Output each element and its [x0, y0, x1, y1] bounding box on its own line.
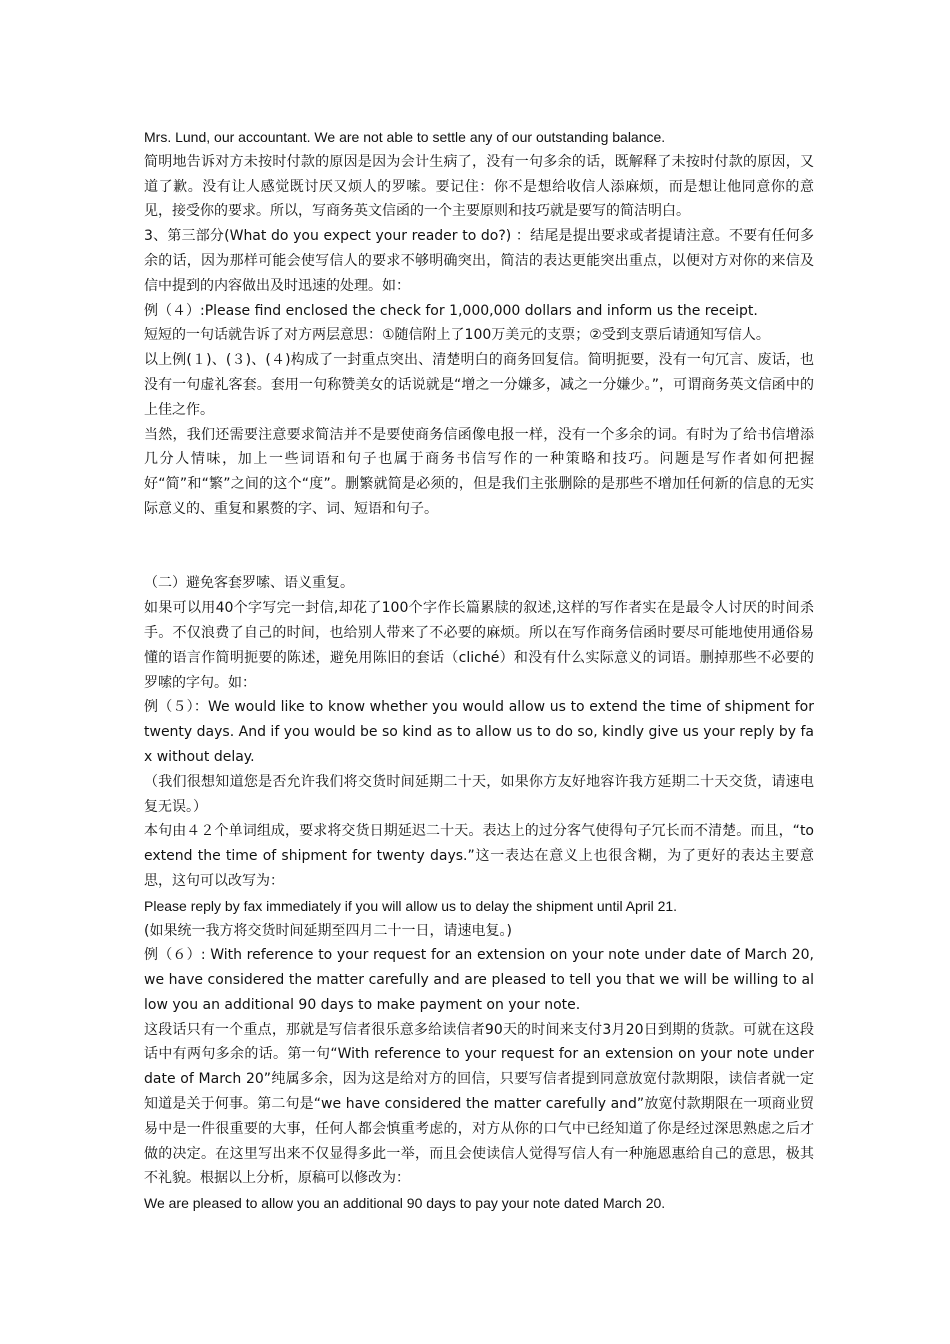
paragraph-time-killer: 如果可以用40个字写完一封信,却花了100个字作长篇累牍的叙述,这样的写作者实在是最令人讨厌的时间杀手。不仅浪费了自己的时间，也给别人带来了不必要的麻烦。所以在写作商务信函时要尽可能地使用通俗易懂的语言作简明扼要的陈述，避免用陈旧的套话（cliché）和没有什么实际意义的词语。删掉那些不必要的罗嗦的字句。如： — [144, 600, 814, 691]
paragraph-example-5-rewrite-translation: (如果统一我方将交货时间延期至四月二十一日，请速电复。) — [144, 922, 512, 939]
paragraph-example-6-analysis: 这段话只有一个重点，那就是写信者很乐意多给读信者90天的时间来支付3月20日到期的货款。可就在这段话中有两句多余的话。第一句“With reference to your request for an extension on your note under date of March 20”纯属多余，因为这是给对方的回信，只要写信者提到同意放宽付款期限，读信者就一定知道是关于何事。第二句是“we have considered the matter carefully and”放宽付款期限在一项商业贸易中是一件很重要的大事，任何人都会慎重考虑的，对方从你的口气中已经知道了你是经过深思熟虑之后才做的决定。在这里写出来不仅显得多此一举，而且会使读信人觉得写信人有一种施恩惠给自己的意思，极其不礼貌。根据以上分析，原稿可以修改为： — [144, 1021, 814, 1187]
paragraph-gap — [144, 522, 814, 572]
paragraph-part-three: 3、第三部分(What do you expect your reader to do?) ：结尾是提出要求或者提请注意。不要有任何多余的话，因为那样可能会使写信人的要求不够明确突出，简洁的表达更能突出重点，以便对方对你的来信及信中提到的内容做出及时迅速的处理。如： — [144, 228, 814, 294]
paragraph-example-5-analysis: 本句由４２个单词组成，要求将交货日期延迟二十天。表达上的过分客气使得句子冗长而不清楚。而且，“to extend the time of shipment for twenty days.”这一表达在意义上也很含糊，为了更好的表达主要意思，这句可以改写为： — [144, 823, 814, 889]
paragraph-explanation: 简明地告诉对方未按时付款的原因是因为会计生病了，没有一句多余的话，既解释了未按时付款的原因，又道了歉。没有让人感觉既讨厌又烦人的罗嗦。要记住：你不是想给收信人添麻烦，而是想让他同意你的意见，接受你的要求。所以，写商务英文信函的一个主要原则和技巧就是要写的简洁明白。 — [144, 153, 814, 220]
document-body — [144, 125, 814, 1216]
paragraph-example-5-rewrite: Please reply by fax immediately if you will allow us to delay the shipment until April 21. — [144, 897, 678, 914]
paragraph-example-4-explanation: 短短的一句话就告诉了对方两层意思：①随信附上了100万美元的支票；②受到支票后请通知写信人。 — [144, 327, 770, 344]
paragraph-example-5: 例（５）：We would like to know whether you would allow us to extend the time of shipment for twenty days. And if you would be so kind as to allow us to do so, kindly give us your reply by fax without delay. — [144, 699, 814, 765]
paragraph-example-5-translation: （我们很想知道您是否允许我们将交货时间延期二十天，如果你方友好地容许我方延期二十天交货，请速电复无误。） — [144, 773, 814, 815]
paragraph-examples-summary: 以上例(１)、(３)、(４)构成了一封重点突出、清楚明白的商务回复信。简明扼要，没有一句冗言、废话，也没有一句虚礼客套。套用一句称赞美女的话说就是“增之一分嫌多，减之一分嫌少。”，可谓商务英文信函中的上佳之作。 — [144, 352, 814, 418]
paragraph-example-4: 例（４）:Please find enclosed the check for 1,000,000 dollars and inform us the receipt. — [144, 302, 758, 319]
paragraph-accountant-sentence: Mrs. Lund, our accountant. We are not able to settle any of our outstanding balance. — [144, 129, 666, 145]
section-heading-avoid-redundancy: （二）避免客套罗嗦、语义重复。 — [144, 575, 354, 592]
paragraph-example-6-rewrite: We are pleased to allow you an additional 90 days to pay your note dated March 20. — [144, 1195, 666, 1212]
paragraph-example-6: 例（６）: With reference to your request for an extension on your note under date of March 20,we have considered the matter carefully and are pleased to tell you that we will be willing to allow you an additional 90 days to make payment on your note. — [144, 947, 814, 1013]
paragraph-conciseness-note: 当然，我们还需要注意要求简洁并不是要使商务信函像电报一样，没有一个多余的词。有时为了给书信增添几分人情味，加上一些词语和句子也属于商务书信写作的一种策略和技巧。问题是写作者如何把握好“简”和“繁”之间的这个“度”。删繁就简是必须的，但是我们主张删除的是那些不增加任何新的信息的无实际意义的、重复和累赘的字、词、短语和句子。 — [144, 426, 814, 517]
